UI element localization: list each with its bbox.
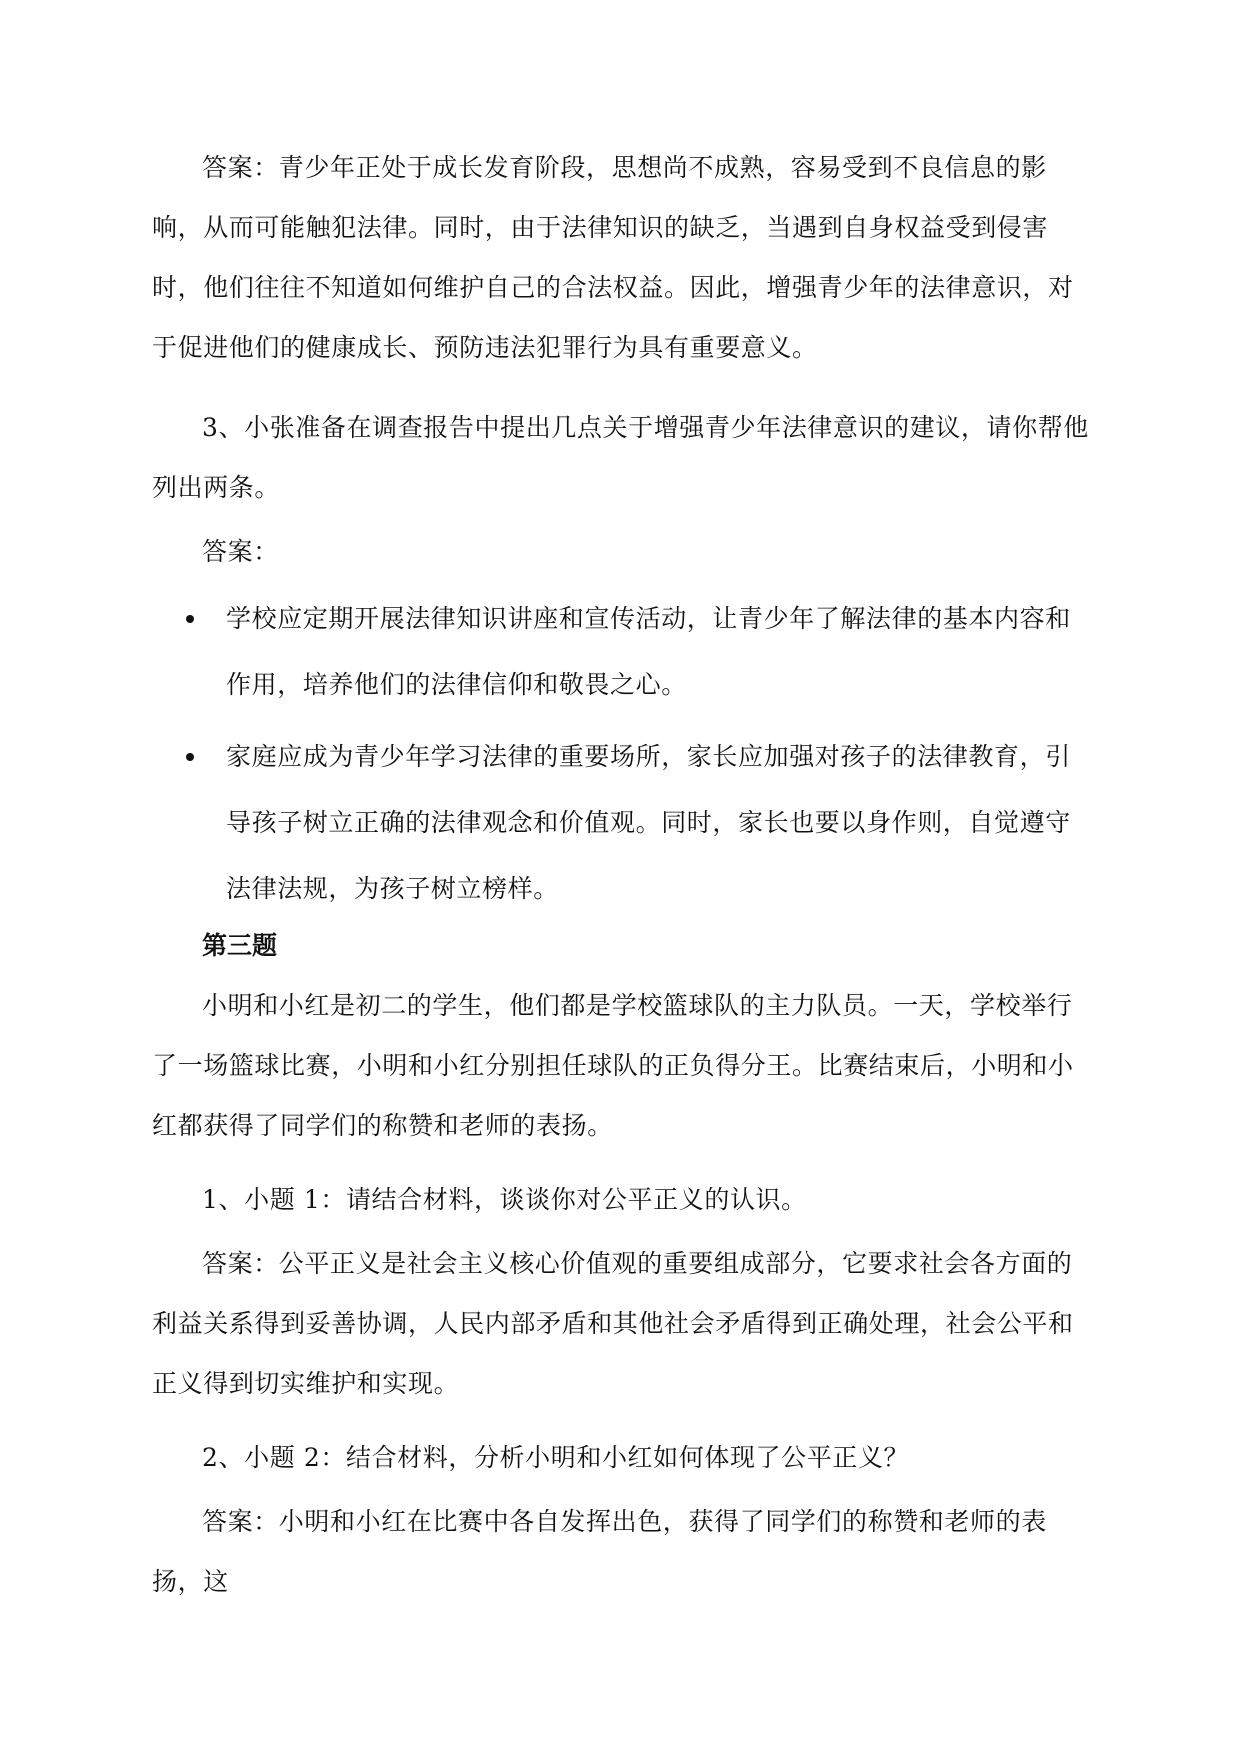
list-item — [152, 724, 1090, 922]
material-paragraph: 小明和小红是初二的学生，他们都是学校篮球队的主力队员。一天，学校举行了一场篮球比赛，小明和小红分别担任球队的正负得分王。比赛结束后，小明和小红都获得了同学们的称赞和老师的表扬。 — [152, 991, 1074, 1140]
bullet-icon — [186, 615, 194, 623]
bullet-icon — [186, 753, 194, 761]
section-heading: 第三题 — [202, 931, 278, 960]
answer-label-paragraph: 答案： — [202, 537, 279, 566]
answer-paragraph-3: 答案：小明和小红在比赛中各自发挥出色，获得了同学们的称赞和老师的表扬，这 — [152, 1507, 1047, 1596]
answer-paragraph-1: 答案：青少年正处于成长发育阶段，思想尚不成熟，容易受到不良信息的影响，从而可能触犯法律。同时，由于法律知识的缺乏，当遇到自身权益受到侵害时，他们往往不知道如何维护自己的合法权益。因此，增强青少年的法律意识，对于促进他们的健康成长、预防违法犯罪行为具有重要意义。 — [152, 153, 1074, 362]
suggestion-text-2: 家庭应成为青少年学习法律的重要场所，家长应加强对孩子的法律教育，引导孩子树立正确的法律观念和价值观。同时，家长也要以身作则，自觉遵守法律法规，为孩子树立榜样。 — [226, 742, 1071, 903]
suggestion-list — [152, 586, 1090, 928]
answer-paragraph-2: 答案：公平正义是社会主义核心价值观的重要组成部分，它要求社会各方面的利益关系得到妥善协调，人民内部矛盾和其他社会矛盾得到正确处理，社会公平和正义得到切实维护和实现。 — [152, 1249, 1074, 1398]
list-item — [152, 586, 1090, 718]
question-3-paragraph: 3、小张准备在调查报告中提出几点关于增强青少年法律意识的建议，请你帮他列出两条。 — [152, 413, 1089, 502]
sub-question-1-paragraph: 1、小题 1：请结合材料，谈谈你对公平正义的认识。 — [202, 1185, 807, 1214]
suggestion-text-1: 学校应定期开展法律知识讲座和宣传活动，让青少年了解法律的基本内容和作用，培养他们的法律信仰和敬畏之心。 — [226, 604, 1071, 699]
sub-question-2-paragraph: 2、小题 2：结合材料，分析小明和小红如何体现了公平正义？ — [202, 1443, 910, 1472]
